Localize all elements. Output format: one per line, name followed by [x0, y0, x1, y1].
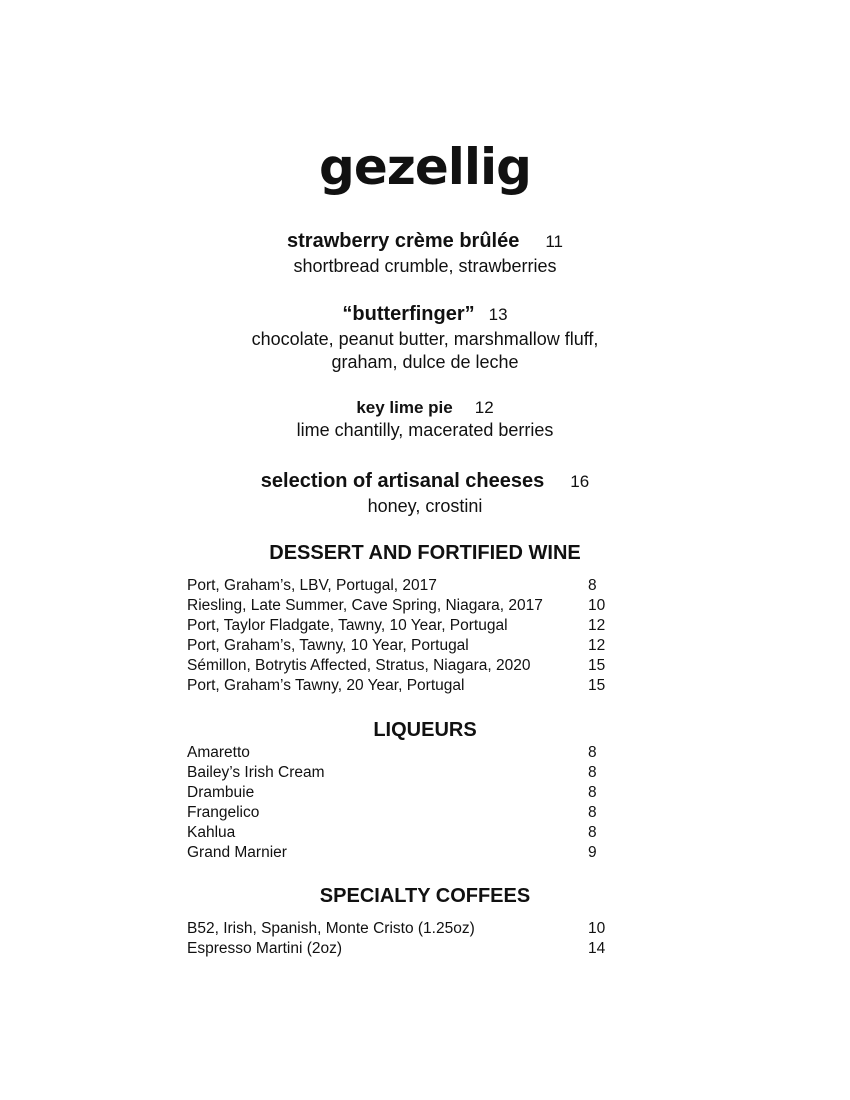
item-name: Amaretto [187, 744, 250, 761]
item-name: Port, Graham’s, LBV, Portugal, 2017 [187, 577, 437, 594]
item-name: Drambuie [187, 784, 255, 801]
dessert-description: graham, dulce de leche [331, 352, 519, 372]
item-price: 12 [588, 617, 606, 634]
dessert-description: chocolate, peanut butter, marshmallow fluff, [251, 329, 599, 349]
list-item [187, 656, 627, 676]
item-price: 8 [588, 804, 597, 821]
item-name: Grand Marnier [187, 844, 287, 861]
dessert-name: selection of artisanal cheeses [260, 470, 545, 492]
dessert-name: “butterfinger” [342, 303, 475, 325]
dessert-item [0, 397, 850, 442]
item-name: Port, Graham’s, Tawny, 10 Year, Portugal [187, 637, 469, 654]
list-item [187, 843, 627, 863]
item-price: 8 [588, 764, 597, 781]
item-price: 15 [588, 657, 606, 674]
item-name: Frangelico [187, 804, 260, 821]
dessert-description: shortbread crumble, strawberries [293, 256, 557, 276]
item-name: Espresso Martini (2oz) [187, 940, 343, 957]
item-name: Sémillon, Botrytis Affected, Stratus, Niagara, 2020 [187, 657, 531, 674]
item-price: 14 [588, 940, 606, 957]
list-item [187, 616, 627, 636]
list-item [187, 919, 627, 939]
list-item [187, 743, 627, 763]
item-name: Port, Taylor Fladgate, Tawny, 10 Year, Portugal [187, 617, 508, 634]
item-price: 9 [588, 844, 597, 861]
item-name: Kahlua [187, 824, 236, 841]
list-item [187, 636, 627, 656]
dessert-name: strawberry crème brûlée [287, 230, 520, 252]
dessert-price: 13 [488, 305, 508, 324]
dessert-name: key lime pie [356, 398, 453, 417]
item-name: Port, Graham’s Tawny, 20 Year, Portugal [187, 677, 465, 694]
list-item [187, 676, 627, 696]
item-price: 10 [588, 597, 606, 614]
dessert-item [0, 228, 850, 278]
item-price: 10 [588, 920, 606, 937]
section-title-liqueurs: LIQUEURS [373, 719, 477, 741]
dessert-price: 11 [545, 232, 563, 251]
dessert-item [0, 301, 850, 374]
item-name: Bailey’s Irish Cream [187, 764, 325, 781]
list-item [187, 783, 627, 803]
item-price: 8 [588, 784, 597, 801]
dessert-item [0, 468, 850, 518]
item-name: Riesling, Late Summer, Cave Spring, Niagara, 2017 [187, 597, 543, 614]
restaurant-name: gezellig [319, 138, 531, 196]
list-item [187, 763, 627, 783]
dessert-price: 12 [474, 398, 494, 417]
dessert-description: honey, crostini [367, 496, 483, 516]
item-name: B52, Irish, Spanish, Monte Cristo (1.25oz) [187, 920, 475, 937]
dessert-description: lime chantilly, macerated berries [296, 420, 554, 440]
item-price: 8 [588, 744, 597, 761]
item-price: 8 [588, 577, 597, 594]
list-item [187, 823, 627, 843]
list-item [187, 803, 627, 823]
section-title-specialty-coffees: SPECIALTY COFFEES [319, 885, 531, 907]
item-price: 12 [588, 637, 606, 654]
section-title-dessert-wine: DESSERT AND FORTIFIED WINE [269, 542, 581, 564]
item-price: 8 [588, 824, 597, 841]
liqueur-list [187, 743, 627, 863]
list-item [187, 576, 627, 596]
list-item [187, 596, 627, 616]
list-item [187, 939, 627, 959]
coffee-list [187, 919, 627, 959]
wine-list [187, 576, 627, 696]
dessert-price: 16 [570, 472, 590, 491]
item-price: 15 [588, 677, 606, 694]
